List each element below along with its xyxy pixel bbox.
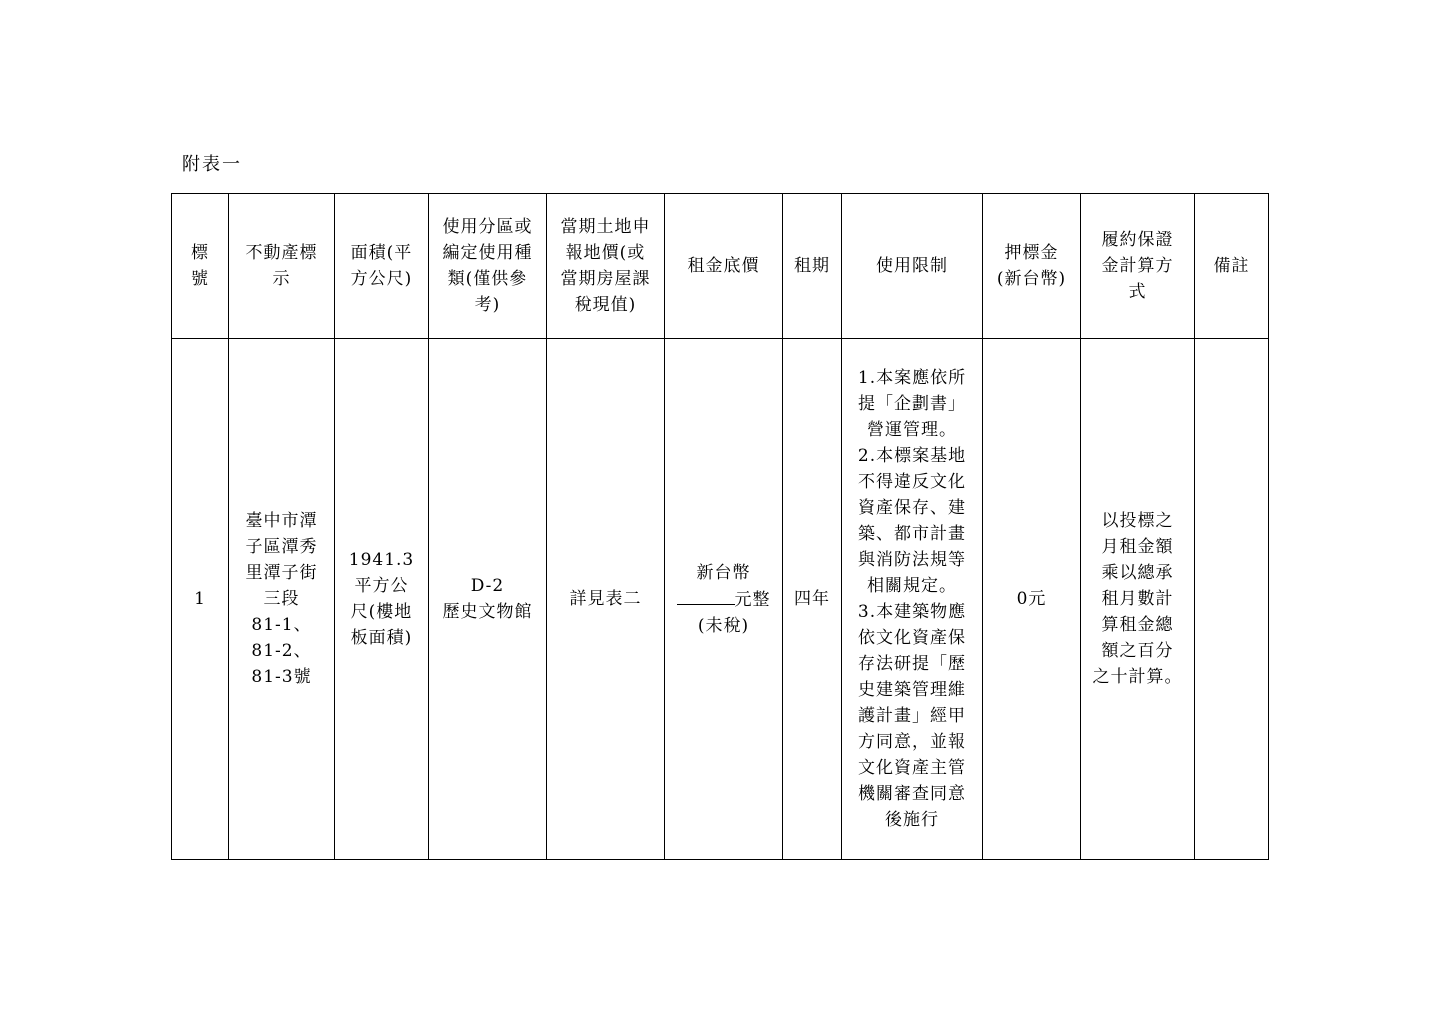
header-restrictions: 使用限制	[842, 194, 983, 339]
cell-rent	[665, 339, 783, 860]
cell-land-value: 詳見表二	[547, 339, 665, 860]
header-zoning: 使用分區或 編定使用種 類(僅供參 考)	[429, 194, 547, 339]
header-term: 租期	[783, 194, 842, 339]
rent-unit: 元整	[734, 589, 771, 610]
header-area: 面積(平 方公尺)	[335, 194, 429, 339]
cell-number: 1	[172, 339, 229, 860]
header-bid-deposit: 押標金 (新台幣)	[983, 194, 1081, 339]
cell-remarks	[1195, 339, 1269, 860]
header-land-value: 當期土地申 報地價(或 當期房屋課 稅現值)	[547, 194, 665, 339]
cell-zoning: D-2 歷史文物館	[429, 339, 547, 860]
header-performance-bond: 履約保證 金計算方 式	[1081, 194, 1195, 339]
cell-property: 臺中市潭 子區潭秀 里潭子街 三段 81-1、 81-2、 81-3號	[229, 339, 335, 860]
cell-performance-bond: 以投標之 月租金額 乘以總承 租月數計 算租金總 額之百分 之十計算。	[1081, 339, 1195, 860]
rent-note: (未稅)	[697, 615, 750, 636]
header-number: 標 號	[172, 194, 229, 339]
header-property: 不動產標 示	[229, 194, 335, 339]
appendix-caption: 附表一	[182, 154, 242, 175]
rent-prefix: 新台幣	[696, 562, 751, 583]
rent-blank-line	[677, 586, 735, 605]
cell-term: 四年	[783, 339, 842, 860]
table-row	[172, 339, 1269, 860]
header-rent: 租金底價	[665, 194, 783, 339]
header-row	[172, 194, 1269, 339]
cell-area: 1941.3 平方公 尺(樓地 板面積)	[335, 339, 429, 860]
cell-restrictions: 1.本案應依所 提「企劃書」 營運管理。 2.本標案基地 不得違反文化 資產保存、建 築、都市計畫 與消防法規等 相關規定。 3.本建築物應 依文化資產保 存法研提「歷 史建築管理維 護計畫」經甲 方同意，並報 文化資產主管 機關審查同意 後施行	[842, 339, 983, 860]
header-remarks: 備註	[1195, 194, 1269, 339]
lease-table	[171, 193, 1269, 860]
cell-bid-deposit: 0元	[983, 339, 1081, 860]
